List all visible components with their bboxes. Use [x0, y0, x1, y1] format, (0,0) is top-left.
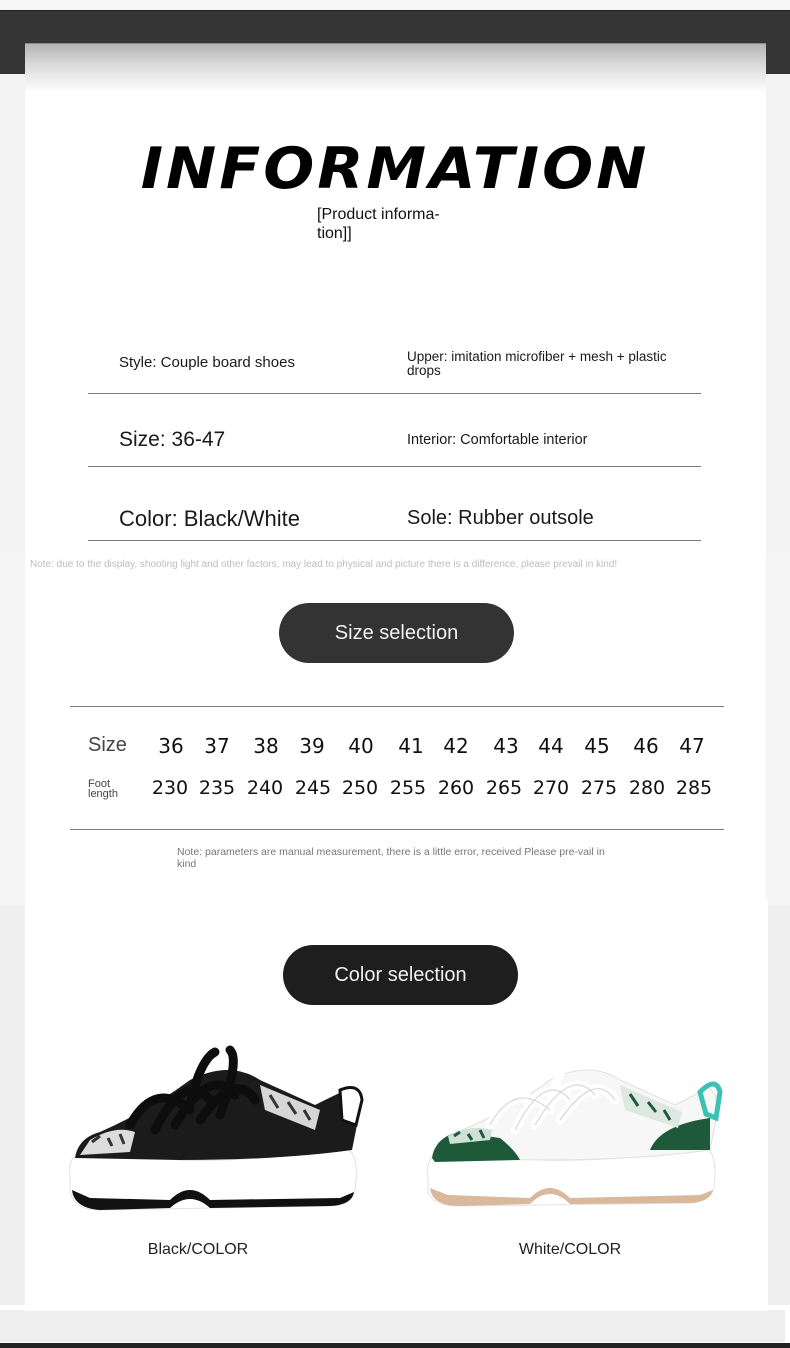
color-selection-button[interactable]: Color selection	[283, 945, 518, 1005]
size-cell: 39	[299, 734, 325, 758]
spec-size: Size: 36-47	[119, 428, 226, 451]
page-title: INFORMATION	[140, 135, 650, 203]
black-sneaker-image	[60, 1040, 370, 1220]
size-selection-button[interactable]: Size selection	[279, 603, 514, 663]
foot-length-cell: 245	[294, 777, 332, 799]
size-cell: 37	[204, 734, 230, 758]
color-option-black-label: Black/COLOR	[147, 1241, 249, 1258]
foot-length-cell: 280	[628, 777, 666, 799]
spec-color: Color: Black/White	[119, 506, 300, 531]
size-cell: 42	[443, 734, 469, 758]
foot-length-cell: 235	[198, 777, 236, 799]
size-row-label: Size	[88, 734, 127, 756]
size-cell: 38	[253, 734, 279, 758]
foot-length-cell: 230	[151, 777, 189, 799]
foot-length-cell: 240	[246, 777, 284, 799]
spec-row-size	[88, 394, 701, 467]
size-cell: 36	[158, 734, 184, 758]
footer-band	[0, 1310, 785, 1342]
spec-row-style	[88, 340, 701, 394]
color-option-black[interactable]	[60, 1040, 370, 1220]
foot-length-cell: 270	[532, 777, 570, 799]
foot-length-cell: 275	[580, 777, 618, 799]
foot-length-cell: 255	[389, 777, 427, 799]
top-strip	[0, 0, 790, 10]
measurement-disclaimer: Note: parameters are manual measurement, there is a little error, received Please pre-vail in kind	[177, 846, 605, 870]
spec-upper: Upper: imitation microfiber + mesh + plastic drops	[407, 349, 667, 378]
size-cell: 40	[348, 734, 374, 758]
size-cell: 43	[493, 734, 519, 758]
foot-length-row-label: Foot length	[88, 778, 118, 800]
color-option-white-label: White/COLOR	[518, 1241, 622, 1258]
size-chart	[70, 706, 724, 830]
color-option-white[interactable]	[420, 1040, 730, 1220]
foot-length-cell: 260	[437, 777, 475, 799]
spec-sole: Sole: Rubber outsole	[407, 507, 594, 529]
foot-length-cell: 285	[675, 777, 713, 799]
white-green-sneaker-image	[420, 1040, 730, 1220]
spec-style: Style: Couple board shoes	[119, 354, 295, 371]
footer-line	[0, 1343, 790, 1348]
foot-length-cell: 250	[341, 777, 379, 799]
size-cell: 41	[398, 734, 424, 758]
size-cell: 45	[584, 734, 610, 758]
page-subtitle: [Product informa-tion]]	[317, 206, 440, 242]
size-cell: 47	[679, 734, 705, 758]
foot-length-cell: 265	[485, 777, 523, 799]
display-disclaimer: Note: due to the display, shooting light and other factors, may lead to physical and picture there is a difference, please prevail in kind!	[30, 559, 618, 570]
size-cell: 44	[538, 734, 564, 758]
card-top-shadow	[25, 43, 766, 93]
size-cell: 46	[633, 734, 659, 758]
spec-interior: Interior: Comfortable interior	[407, 432, 588, 448]
spec-row-color	[88, 467, 701, 541]
